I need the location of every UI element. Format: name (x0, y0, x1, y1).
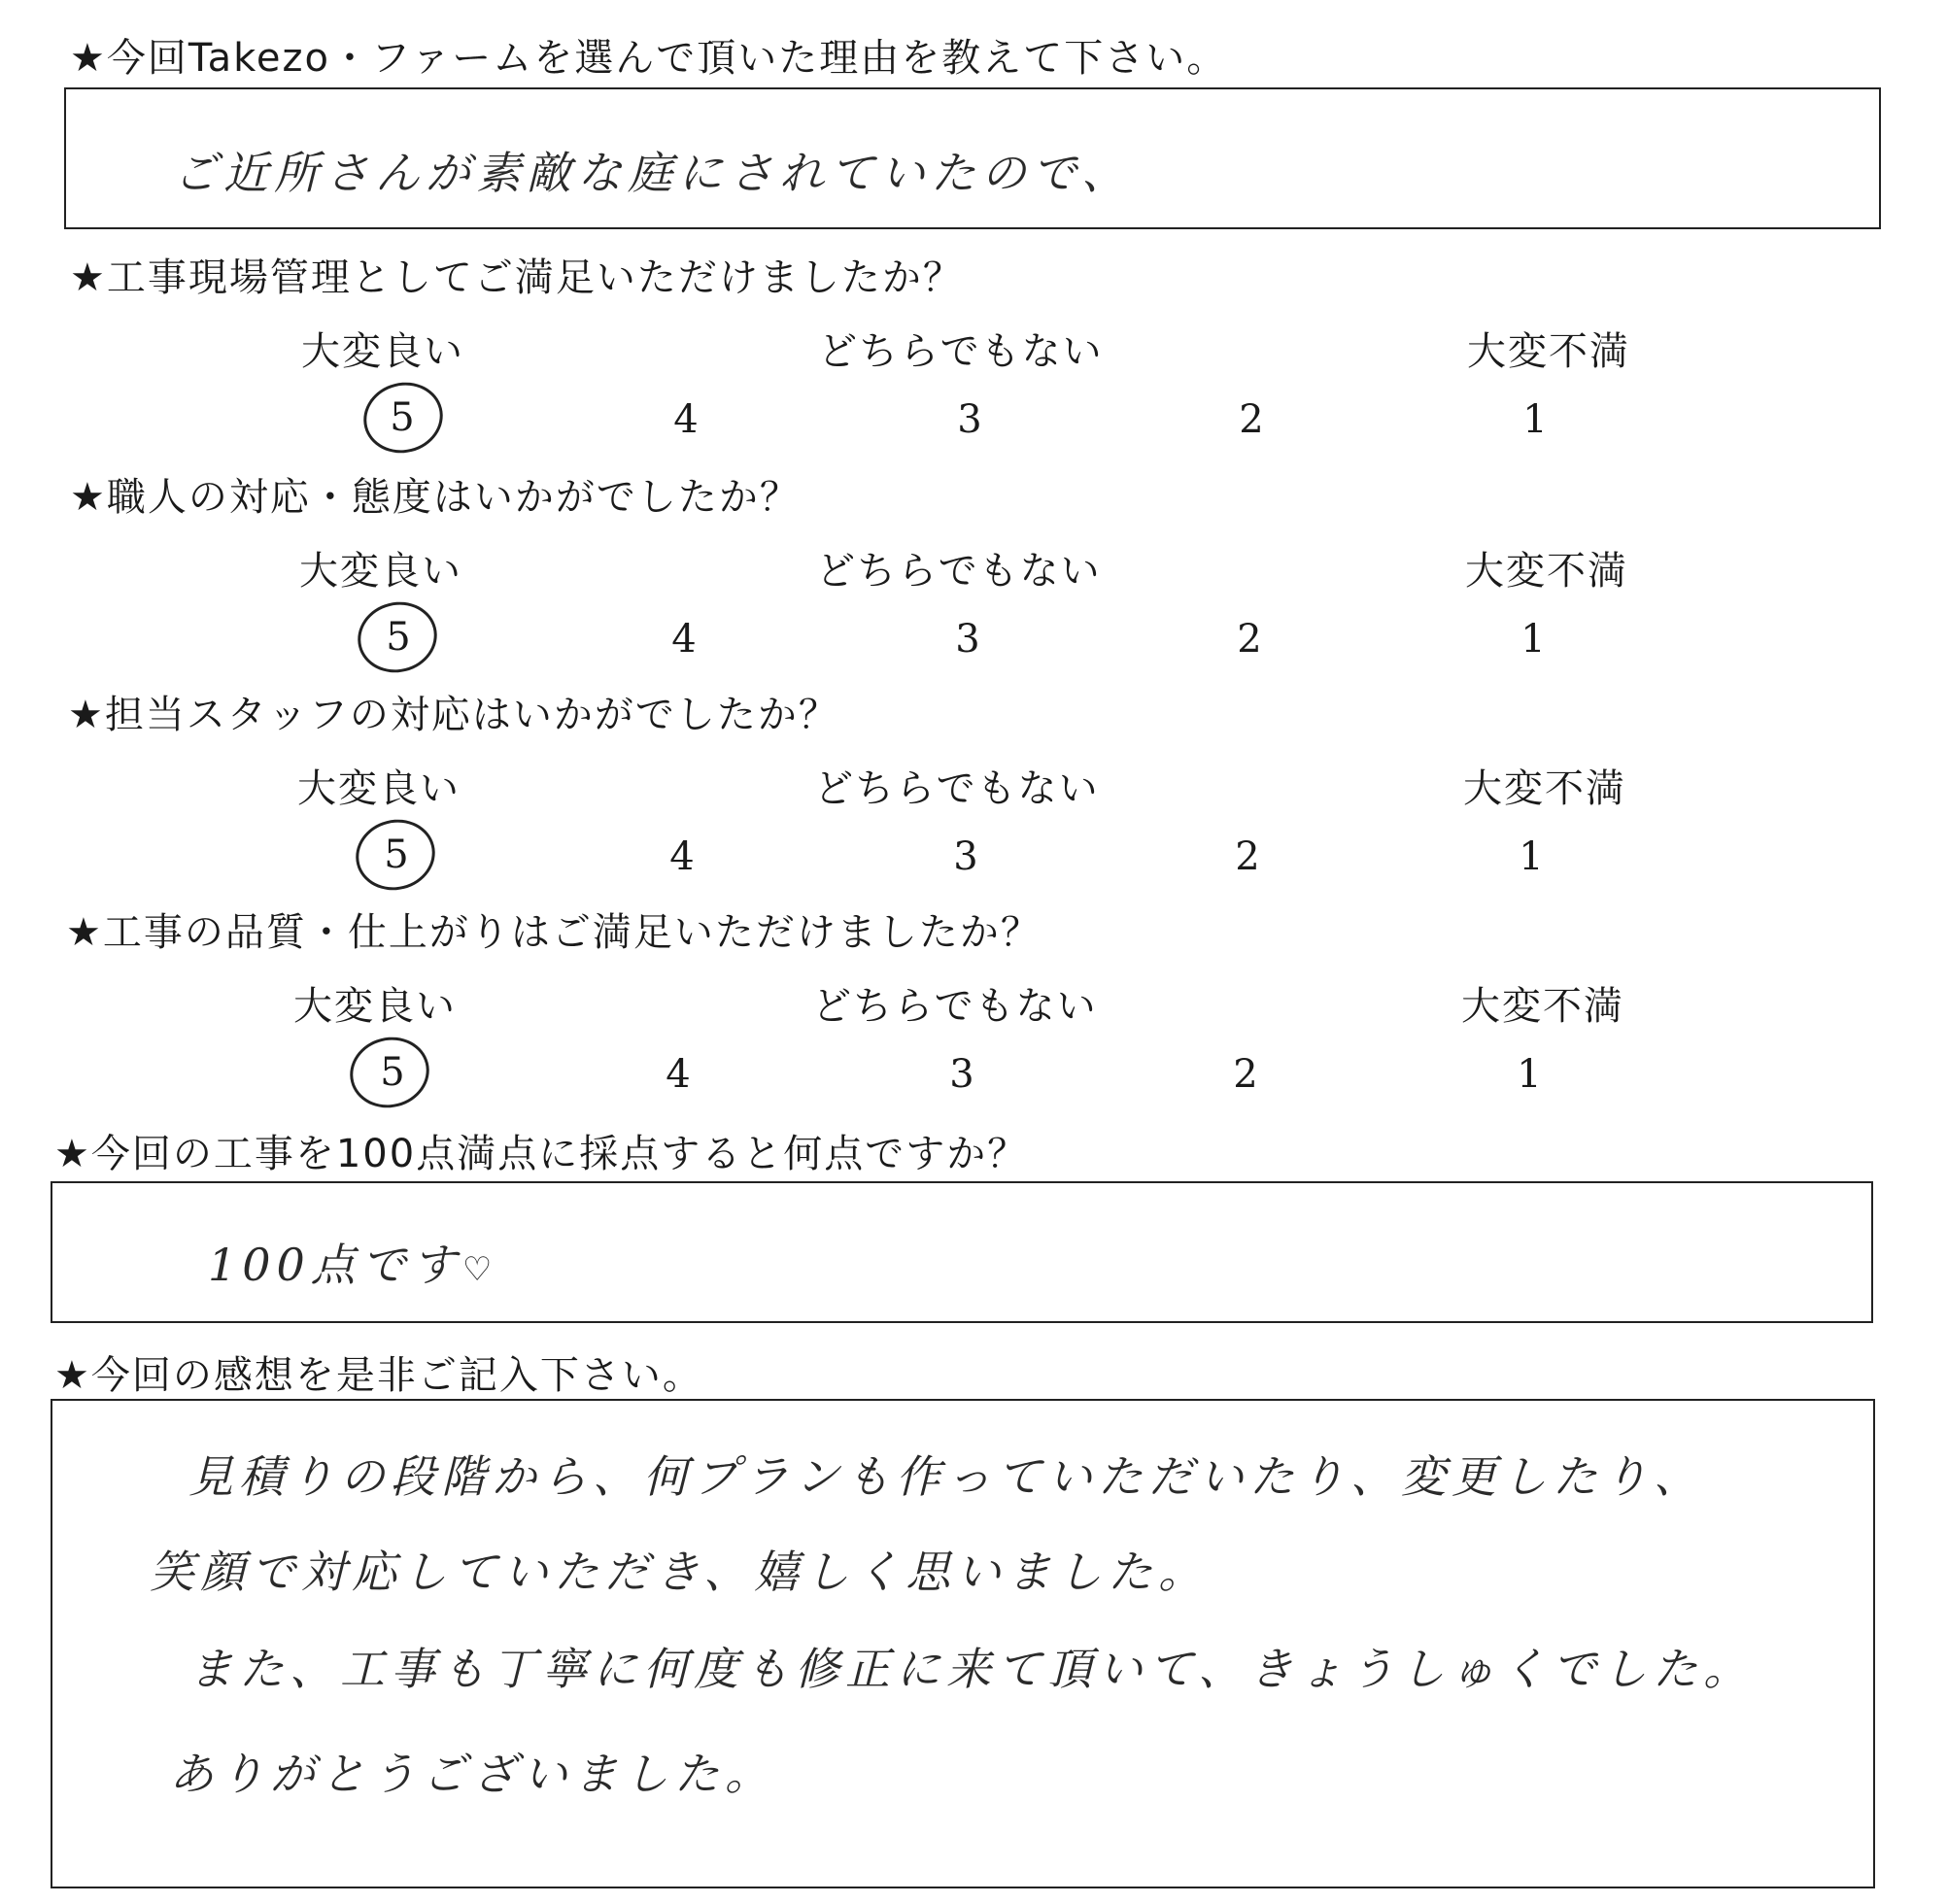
reason-answer: ご近所さんが素敵な庭にされていたので、 (173, 147, 1133, 199)
rating-option-1: 1 (1519, 834, 1544, 879)
rating-option-4: 4 (666, 1052, 691, 1097)
rating-option-1: 1 (1522, 397, 1548, 442)
question-site-management: ★工事現場管理としてご満足いただけましたか？ (70, 255, 964, 300)
scale-label-best: 大変良い (297, 766, 461, 811)
rating-option-5: 5 (390, 395, 415, 440)
rating-option-1: 1 (1517, 1052, 1542, 1097)
rating-option-4: 4 (671, 617, 697, 662)
question-comments: ★今回の感想を是非ご記入下さい。 (54, 1353, 703, 1398)
comment-line-1: 見積りの段階から、何プランも作っていただいたり、変更したり、 (188, 1450, 1704, 1503)
question-reason: ★今回Takezo・ファームを選んで頂いた理由を教えて下さい。 (70, 36, 1228, 81)
scale-label-worst: 大変不満 (1465, 549, 1628, 594)
scale-label-neutral: どちらでもない (816, 549, 1102, 594)
comments-answer-box (51, 1399, 1875, 1888)
score-answer (208, 1230, 497, 1294)
rating-option-1: 1 (1520, 617, 1546, 662)
scale-label-neutral: どちらでもない (814, 766, 1100, 811)
scale-label-neutral: どちらでもない (812, 984, 1098, 1029)
rating-option-4: 4 (673, 397, 699, 442)
scale-label-worst: 大変不満 (1461, 984, 1624, 1029)
rating-option-3: 3 (957, 397, 982, 442)
rating-option-3: 3 (949, 1052, 974, 1097)
rating-option-3: 3 (955, 617, 980, 662)
reason-answer-box (64, 87, 1881, 229)
scale-label-worst: 大変不満 (1467, 329, 1630, 374)
heart-icon: ♡ (461, 1250, 498, 1289)
scale-label-best: 大変良い (299, 549, 462, 594)
score-answer-box (51, 1181, 1873, 1323)
rating-option-2: 2 (1233, 1052, 1258, 1097)
comment-line-3: また、工事も丁寧に何度も修正に来て頂いて、きょうしゅくでした。 (188, 1643, 1755, 1695)
rating-option-5: 5 (386, 615, 411, 660)
rating-option-2: 2 (1235, 834, 1260, 879)
scale-label-best: 大変良い (301, 329, 464, 374)
rating-option-3: 3 (953, 834, 978, 879)
scale-label-worst: 大変不満 (1463, 766, 1626, 811)
score-answer-text: 100点です (208, 1239, 462, 1291)
question-quality: ★工事の品質・仕上がりはご満足いただけましたか？ (66, 910, 1042, 955)
question-score: ★今回の工事を100点満点に採点すると何点ですか？ (54, 1132, 1029, 1176)
scale-label-best: 大変良い (293, 984, 457, 1029)
rating-option-2: 2 (1239, 397, 1264, 442)
rating-option-5: 5 (380, 1050, 405, 1095)
question-staff: ★担当スタッフの対応はいかがでしたか？ (68, 693, 839, 737)
rating-option-5: 5 (384, 833, 409, 877)
scale-label-neutral: どちらでもない (818, 329, 1104, 374)
comment-line-4: ありがとうございました。 (169, 1748, 775, 1800)
rating-option-4: 4 (669, 834, 695, 879)
question-craftsman: ★職人の対応・態度はいかがでしたか？ (70, 475, 801, 520)
rating-option-2: 2 (1237, 617, 1262, 662)
comment-line-2: 笑顔で対応していただき、嬉しく思いました。 (150, 1546, 1210, 1598)
